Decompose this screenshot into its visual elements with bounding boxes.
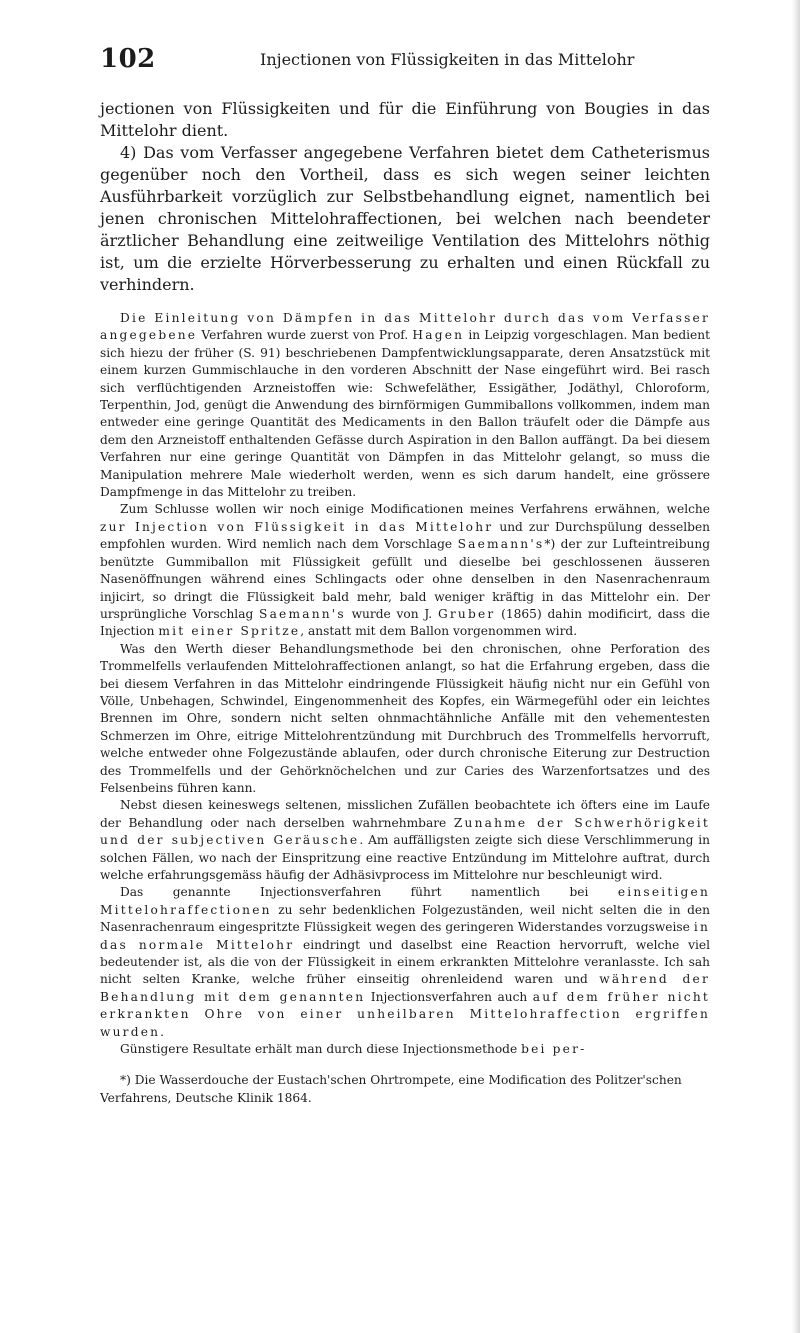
text-run: Injectionsverfahren auch (365, 989, 533, 1004)
text-run: Verfahren wurde zuerst von Prof. (197, 328, 413, 343)
paragraph-zufaelle (100, 797, 710, 884)
text-run: Das genannte Injectionsverfahren führt namentlich bei (120, 885, 618, 900)
spaced-text: einseitigen Mittelohraffectionen (100, 885, 710, 917)
page-number: 102 (100, 44, 156, 74)
paragraph-modificationen (100, 501, 710, 640)
page-body (100, 98, 710, 1107)
large-print-section (100, 98, 710, 296)
spaced-text: Zunahme der Schwerhörigkeit und der subjectiven Geräusche (100, 815, 711, 848)
footnote: *) Die Wasserdouche der Eustach'schen Ohrtrompete, eine Modification des Politzer'schen Verfahrens, Deutsche Klinik 1864. (100, 1073, 682, 1105)
text-run: . Am auffälligsten zeigte sich diese Verschlimmerung in solchen Fällen, wo nach der Einspritzung eine reactive Entzündung im Mittelohre auftrat, durch welche erfahrungsgemäss häufig der Adhäsivprocess im Mittelohre nur beschleunigt wird. (100, 833, 711, 882)
spaced-text: auf dem früher nicht erkrankten Ohre von einer unheilbaren Mittelohraffection ergriffen wurden (100, 989, 710, 1039)
page-edge-shadow (792, 0, 800, 1333)
running-title: Injectionen von Flüssigkeiten in das Mittelohr (260, 50, 635, 69)
paragraph-guenstigere (100, 1041, 710, 1058)
spaced-name: Hagen (412, 328, 465, 343)
text-run: *) der zur Lufteintreibung benützte Gummiballon mit Flüssigkeit gefüllt und dieselbe bei geschlossenen äusseren Nasenöffnungen während eines Schlingacts oder ohne denselben in den Nasenrachenraum injicirt, so dringt die Flüssigkeit bald mehr, bald weniger kräftig in das Mittelohr ein. Der ursprüngliche Vorschlag (100, 537, 710, 621)
text-run: in Leipzig vorgeschlagen. Man bedient sich hiezu der früher (S. 91) beschriebenen Dampfentwicklungsapparate, deren Ansatzstück mit einem kurzen Gummischlauche in den vorderen Abschnitt der Nase eingeführt wird. Bei rasch sich verflüchtigenden Arzneistoffen wie: Schwefeläther, Essigäther, Jodäthyl, Chloroform, Terpenthin, Jod, genügt die Anwendung des birnförmigen Gummiballons vollkommen, indem man entweder eine geringe Quantität des Medicaments in den Ballon träufelt oder die Dämpfe aus dem den Arzneistoff enthaltenden Gefässe durch Aspiration in den Ballon auffängt. Da bei diesem Verfahren nur eine geringe Quantität von Dämpfen in das Mittelohr gelangt, so muss die Manipulation mehrere Male wiederholt werden, wenn es sich darum handelt, eine grössere Dampfmenge in das Mittelohr zu treiben. (100, 328, 711, 500)
paragraph-dampf-einleitung (100, 310, 710, 501)
text-run: zu sehr bedenklichen Folgezuständen, weil nicht selten die in den Nasenrachenraum eingespritzte Flüssigkeit wegen des geringeren Widerstandes vorzugsweise (100, 902, 710, 935)
spaced-name: Saemann's (259, 606, 346, 621)
text-run: wurde von J. (345, 606, 438, 621)
text-run: Günstigere Resultate erhält man durch diese Injectionsmethode (120, 1042, 522, 1057)
text-run: Nebst diesen keineswegs seltenen, misslichen Zufällen beobachtete ich öfters eine im Laufe der Behandlung oder nach derselben wahrnehmbare (100, 798, 710, 830)
spaced-name: Saemann's (457, 537, 545, 552)
paragraph-werth: Was den Werth dieser Behandlungsmethode bei den chronischen, ohne Perforation des Trommelfells verlaufenden Mittelohraffectionen anlangt, so hat die Erfahrung ergeben, dass die bei diesem Verfahren in das Mittelohr eindringende Flüssigkeit häufig nicht nur ein Gefühl von Völle, Unbehagen, Schwindel, Eingenommenheit des Kopfes, ein Wärmegefühl oder ein leichtes Brennen im Ohre, sondern nicht selten ohnmachtähnliche Anfälle mit den vehementesten Schmerzen im Ohre, eitrige Mittelohrentzündung mit Durchbruch des Trommelfells hervorruft, welche entweder ohne Folgezustände ablaufen, oder durch chronische Eiterung zur Destruction des Trommelfells und der Gehörknöchelchen und zur Caries des Warzenfortsatzes und des Felsenbeins führen kann. (100, 641, 710, 795)
spaced-text: mit einer Spritze (158, 624, 301, 639)
text-run: . (160, 1024, 165, 1039)
small-print-section (100, 310, 710, 1107)
text-run: und zur Durchspülung desselben empfohlen wurden. Wird nemlich nach dem Vorschlage (100, 519, 711, 552)
spaced-name: Gruber (437, 606, 496, 621)
paragraph-einseitig (100, 884, 710, 1041)
page-header (100, 44, 700, 84)
spaced-text: in das normale Mittelohr (100, 920, 710, 952)
text-run: Zum Schlusse wollen wir noch einige Modificationen meines Verfahrens erwähnen, welche (120, 502, 710, 517)
intro-paragraph: jectionen von Flüssigkeiten und für die Einführung von Bougies in das Mittelohr dient. (100, 99, 710, 140)
spaced-text: Die Einleitung von Dämpfen in das Mittelohr durch das vom Verfasser angegebene (100, 311, 710, 343)
spaced-text: bei per- (521, 1042, 587, 1057)
spaced-text: zur Injection von Flüssigkeit in das Mittelohr (100, 519, 494, 534)
paragraph-point-4: 4) Das vom Verfasser angegebene Verfahren bietet dem Catheterismus gegenüber noch den Vortheil, dass es sich wegen seiner leichten Ausführbarkeit vorzüglich zur Selbstbehandlung eignet, namentlich bei jenen chronischen Mittelohraffectionen, bei welchen nach beendeter ärztlicher Behandlung eine zeitweilige Ventilation des Mittelohrs nöthig ist, um die erzielte Hörverbesserung zu erhalten und einen Rückfall zu verhindern. (100, 143, 710, 294)
text-run: (1865) dahin modificirt, dass die Injection (100, 606, 711, 639)
text-run: eindringt und daselbst eine Reaction hervorruft, welche viel bedeutender ist, als die von der Flüssigkeit in einem erkrankten Mittelohre veranlasste. Ich sah nicht selten Kranke, welche früher einseitig ohrenleidend waren und (100, 937, 711, 987)
spaced-text: während der Behandlung mit dem genannten (100, 972, 710, 1004)
text-run: , anstatt mit dem Ballon vorgenommen wird. (300, 624, 578, 639)
